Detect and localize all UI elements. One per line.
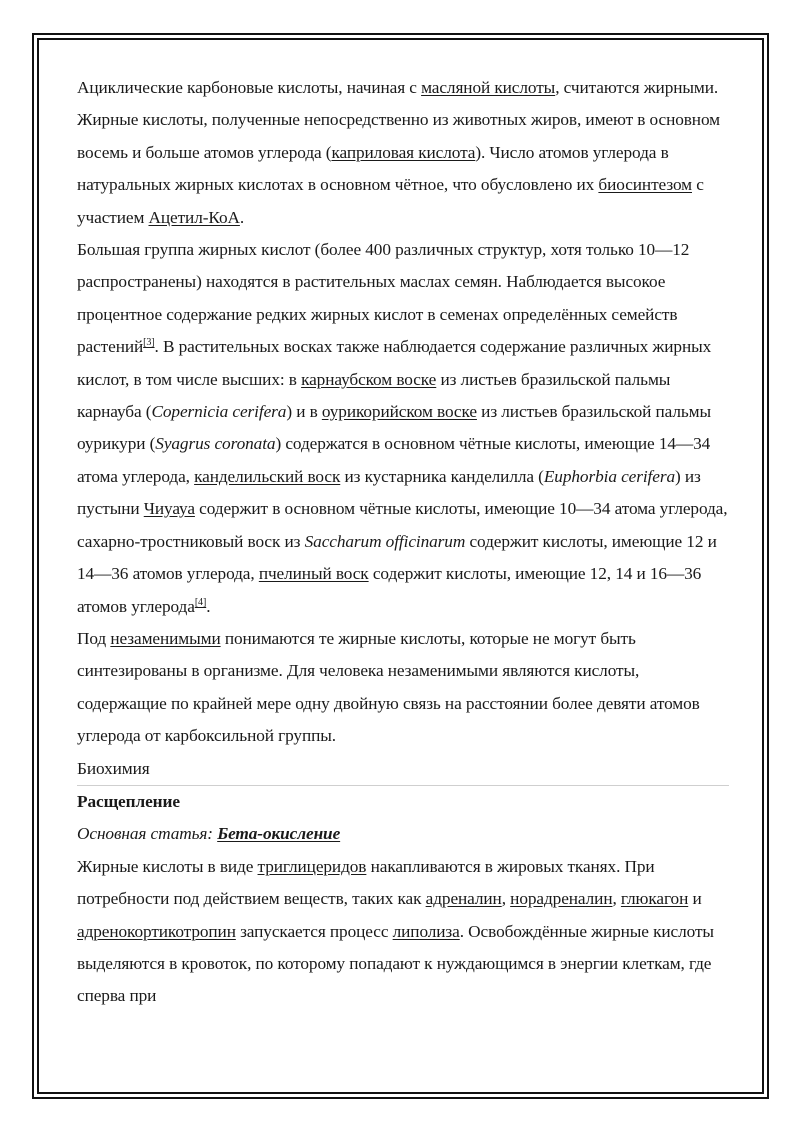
main-article-prefix: Основная статья: [77, 824, 218, 844]
species-name: Copernicia cerifera [151, 402, 287, 422]
link-chihuahua[interactable]: Чиуауа [143, 499, 195, 519]
citation-3[interactable]: [3] [143, 337, 155, 349]
link-biosynthesis[interactable]: биосинтезом [598, 175, 692, 195]
species-name: Euphorbia cerifera [543, 466, 675, 486]
link-essential[interactable]: незаменимыми [110, 628, 221, 648]
link-beta-oxidation[interactable]: Бета-окисление [217, 824, 341, 844]
link-carnauba-wax[interactable]: карнаубском воске [301, 369, 437, 389]
link-adrenaline[interactable]: адреналин [425, 889, 502, 909]
text-run: , [612, 889, 621, 909]
text-run: Под [77, 628, 111, 648]
text-run: . [206, 596, 211, 616]
text-run: ). Число атомов углерода в натуральных жирных кислотах в основном чётное, что обусловлено их [77, 142, 669, 195]
link-acetyl-coa[interactable]: Ацетил-КоА [148, 207, 240, 227]
text-run: и [688, 889, 702, 909]
text-run: содержит кислоты, имеющие 12, 14 и 16—36 атомов углерода [77, 564, 702, 616]
species-name: Saccharum officinarum [304, 531, 466, 551]
text-run: понимаются те жирные кислоты, которые не могут быть синтезированы в организме. Для человека незаменимыми являются кислоты, содержащие по крайней мере одну двойную связь на расстоянии более девяти атомов углерода от карбоксильной группы. [77, 628, 700, 746]
paragraph-plant-oils-waxes [77, 234, 729, 623]
text-run: Жирные кислоты в виде [77, 856, 258, 876]
text-run: Большая группа жирных кислот (более 400 различных структур, хотя только 10—12 распространены) находятся в растительных маслах семян. Наблюдается высокое процентное содержание редких жирных кислот в семенах определённых семейств растений [77, 240, 690, 357]
link-triglycerides[interactable]: триглицеридов [257, 856, 367, 876]
link-butyric-acid[interactable]: масляной кислоты [421, 78, 556, 97]
text-run: ) из пустыни [77, 466, 701, 519]
species-name: Syagrus coronata [155, 434, 276, 454]
text-run: из кустарника канделилла ( [340, 466, 544, 486]
link-caprylic-acid[interactable]: каприловая кислота [331, 142, 476, 162]
link-candelilla-wax[interactable]: канделильский воск [194, 466, 341, 486]
text-run: , считаются жирными. Жирные кислоты, полученные непосредственно из животных жиров, имеют в основном восемь и больше атомов углерода ( [77, 78, 721, 162]
text-run: из листьев бразильской пальмы карнауба ( [77, 369, 671, 422]
link-noradrenaline[interactable]: норадреналин [510, 889, 613, 909]
link-acth[interactable]: адренокортикотропин [77, 921, 236, 941]
text-run: . В растительных восках также наблюдается содержание различных жирных кислот, в том числе высших: в [77, 337, 712, 389]
link-beeswax[interactable]: пчелиный воск [258, 564, 369, 584]
text-run: , [501, 889, 511, 909]
text-run: содержит кислоты, имеющие 12 и 14—36 атомов углерода, [77, 531, 717, 584]
text-run: ) и в [286, 402, 322, 422]
citation-4[interactable]: [4] [194, 596, 207, 608]
text-run: . [239, 207, 245, 227]
paragraph-fatty-acids-intro [77, 72, 729, 234]
text-run: Ациклические карбоновые кислоты, начиная с [77, 78, 422, 97]
link-glucagon[interactable]: глюкагон [620, 889, 689, 909]
paragraph-essential-acids [77, 623, 729, 753]
subsection-heading-breakdown: Расщепление [77, 791, 180, 811]
text-run: из листьев бразильской пальмы оурикури ( [77, 402, 711, 454]
text-run: . Освобождённые жирные кислоты выделяются в кровоток, по которому попадают к нуждающимся в энергии клеткам, где сперва при [77, 921, 714, 1006]
section-heading-biochemistry: Биохимия [77, 758, 150, 778]
text-run: запускается процесс [235, 921, 393, 941]
text-run: ) содержатся в основном чётные кислоты, имеющие 14—34 атома углерода, [77, 434, 711, 486]
text-run: накапливаются в жировых тканях. При потребности под действием веществ, таких как [77, 856, 655, 909]
text-run: с участием [77, 175, 704, 227]
paragraph-lipolysis [77, 851, 729, 1013]
main-article-note [77, 818, 729, 850]
link-lipolysis[interactable]: липолиза [392, 921, 460, 941]
text-run: содержит в основном чётные кислоты, имеющие 10—34 атома углерода, сахарно-тростниковый воск из [77, 499, 728, 551]
link-ouricury-wax[interactable]: оурикорийском воске [321, 402, 477, 422]
document-body [77, 72, 729, 1013]
